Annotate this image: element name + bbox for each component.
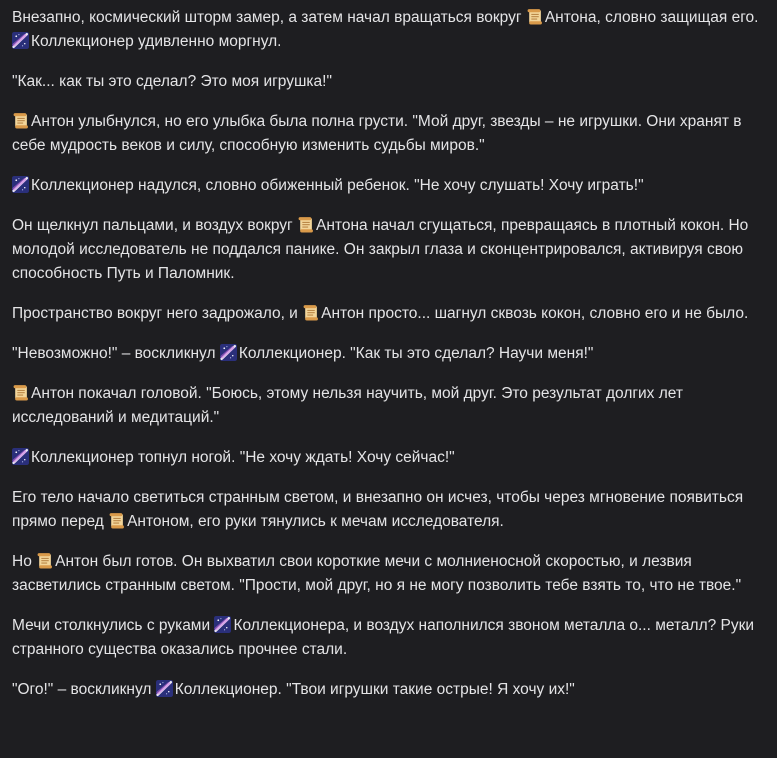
paragraph [12,614,762,662]
paragraph [12,6,762,54]
paragraph-text: Коллекционер. "Как ты это сделал? Научи меня!" [238,345,594,362]
paragraph-text: Антон был готов. Он выхватил свои короткие мечи с молниеносной скоростью, и лезвия засветились странным светом. "Прости, мой друг, но я не могу позволить тебе взять то, что не твое." [12,553,742,594]
paragraph-text: Антон улыбнулся, но его улыбка была полна грусти. "Мой друг, звезды – не игрушки. Они хранят в себе мудрость веков и силу, способную изменить судьбы миров." [12,113,742,154]
paragraph-text: Антон просто... шагнул сквозь кокон, словно его и не было. [321,305,749,322]
paragraph [12,342,762,366]
galaxy-icon [12,176,29,193]
paragraph-text: Антона, словно защищая его. [544,9,759,26]
paragraph-text: Коллекционер топнул ногой. "Не хочу ждать! Хочу сейчас!" [31,449,455,466]
paragraph-text: Но [12,553,37,570]
paragraph [12,678,762,702]
galaxy-icon [156,680,173,697]
paragraph-text: "Невозможно!" – воскликнул [12,345,220,362]
paragraph [12,174,762,198]
paragraph-text: Коллекционер надулся, словно обиженный ребенок. "Не хочу слушать! Хочу играть!" [31,177,644,194]
paragraph-text: Пространство вокруг него задрожало, и [12,305,303,322]
paragraph [12,382,762,430]
story-text [12,6,762,718]
paragraph-text: "Ого!" – воскликнул [12,681,156,698]
paragraph [12,70,762,94]
paragraph-text: Коллекционера, и воздух наполнился звоном металла о... металл? Руки странного существа оказались прочнее стали. [12,617,755,658]
scroll-icon [302,304,319,321]
galaxy-icon [214,616,231,633]
scroll-icon [36,552,53,569]
scroll-icon [12,112,29,129]
paragraph [12,302,762,326]
paragraph-text: "Как... как ты это сделал? Это моя игрушка!" [12,73,332,90]
galaxy-icon [12,32,29,49]
paragraph-text: Он щелкнул пальцами, и воздух вокруг [12,217,298,234]
scroll-icon [12,384,29,401]
paragraph-text: Антон покачал головой. "Боюсь, этому нельзя научить, мой друг. Это результат долгих лет исследований и медитаций." [12,385,683,426]
paragraph-text: Его тело начало светиться странным светом, и внезапно он исчез, чтобы через мгновение появиться прямо перед [12,489,744,530]
galaxy-icon [12,448,29,465]
paragraph [12,446,762,470]
paragraph [12,486,762,534]
paragraph-text: Мечи столкнулись с руками [12,617,215,634]
scroll-icon [297,216,314,233]
paragraph-text: Антона начал сгущаться, превращаясь в плотный кокон. Но молодой исследователь не поддался панике. Он закрыл глаза и сконцентрировался, активируя свою способность Путь и Паломник. [12,217,749,282]
paragraph [12,550,762,598]
paragraph [12,110,762,158]
paragraph-text: Внезапно, космический шторм замер, а затем начал вращаться вокруг [12,9,526,26]
scroll-icon [526,8,543,25]
scroll-icon [108,512,125,529]
paragraph-text: Коллекционер удивленно моргнул. [31,33,282,50]
galaxy-icon [220,344,237,361]
paragraph [12,214,762,286]
paragraph-text: Коллекционер. "Твои игрушки такие острые! Я хочу их!" [174,681,575,698]
paragraph-text: Антоном, его руки тянулись к мечам исследователя. [127,513,504,530]
